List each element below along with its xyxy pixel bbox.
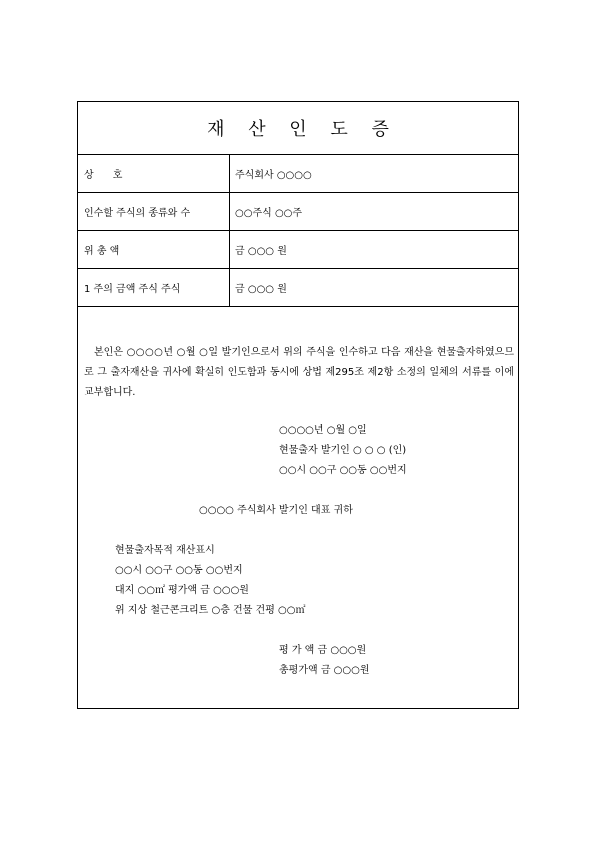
total-appraised-value: 총평가액 금 ○○○원	[279, 665, 370, 676]
row-label: 인수할 주식의 종류와 수	[78, 193, 230, 230]
row-label: 1 주의 금액 주식 주식	[78, 269, 230, 306]
contributor-line: 현물출자 발기인 ○ ○ ○ (인)	[279, 445, 407, 456]
table-row-par-value	[78, 269, 518, 307]
row-value: 금 ○○○ 원	[235, 284, 287, 295]
document-title: 재 산 인 도 증	[78, 102, 518, 155]
property-building: 위 지상 철근콘크리트 ○층 건물 건평 ○○㎡	[115, 605, 306, 616]
document-form	[77, 101, 519, 709]
appraised-value: 평 가 액 금 ○○○원	[279, 645, 367, 656]
address-line: ○○시 ○○구 ○○동 ○○번지	[279, 465, 407, 476]
property-land: 대지 ○○㎡ 평가액 금 ○○○원	[115, 585, 249, 596]
table-row-total	[78, 231, 518, 269]
row-label: 위 총 액	[78, 231, 230, 268]
table-row-company	[78, 155, 518, 193]
row-value: ○○주식 ○○주	[235, 208, 303, 219]
declaration-paragraph: 본인은 ○○○○년 ○월 ○일 발기인으로서 위의 주식을 인수하고 다음 재산을 현물출자하였으므로 그 출자재산을 귀사에 확실히 인도함과 동시에 상법 제295조 제2항 소정의 일체의 서류를 이에 교부합니다.	[84, 347, 514, 398]
addressee-line: ○○○○ 주식회사 발기인 대표 귀하	[199, 505, 353, 516]
property-heading: 현물출자목적 재산표시	[115, 545, 215, 556]
row-value: 주식회사 ○○○○	[235, 170, 312, 181]
property-location: ○○시 ○○구 ○○동 ○○번지	[115, 565, 243, 576]
table-row-shares	[78, 193, 518, 231]
row-value: 금 ○○○ 원	[235, 246, 287, 257]
date-line: ○○○○년 ○월 ○일	[279, 425, 367, 436]
row-label: 상 호	[78, 155, 230, 192]
